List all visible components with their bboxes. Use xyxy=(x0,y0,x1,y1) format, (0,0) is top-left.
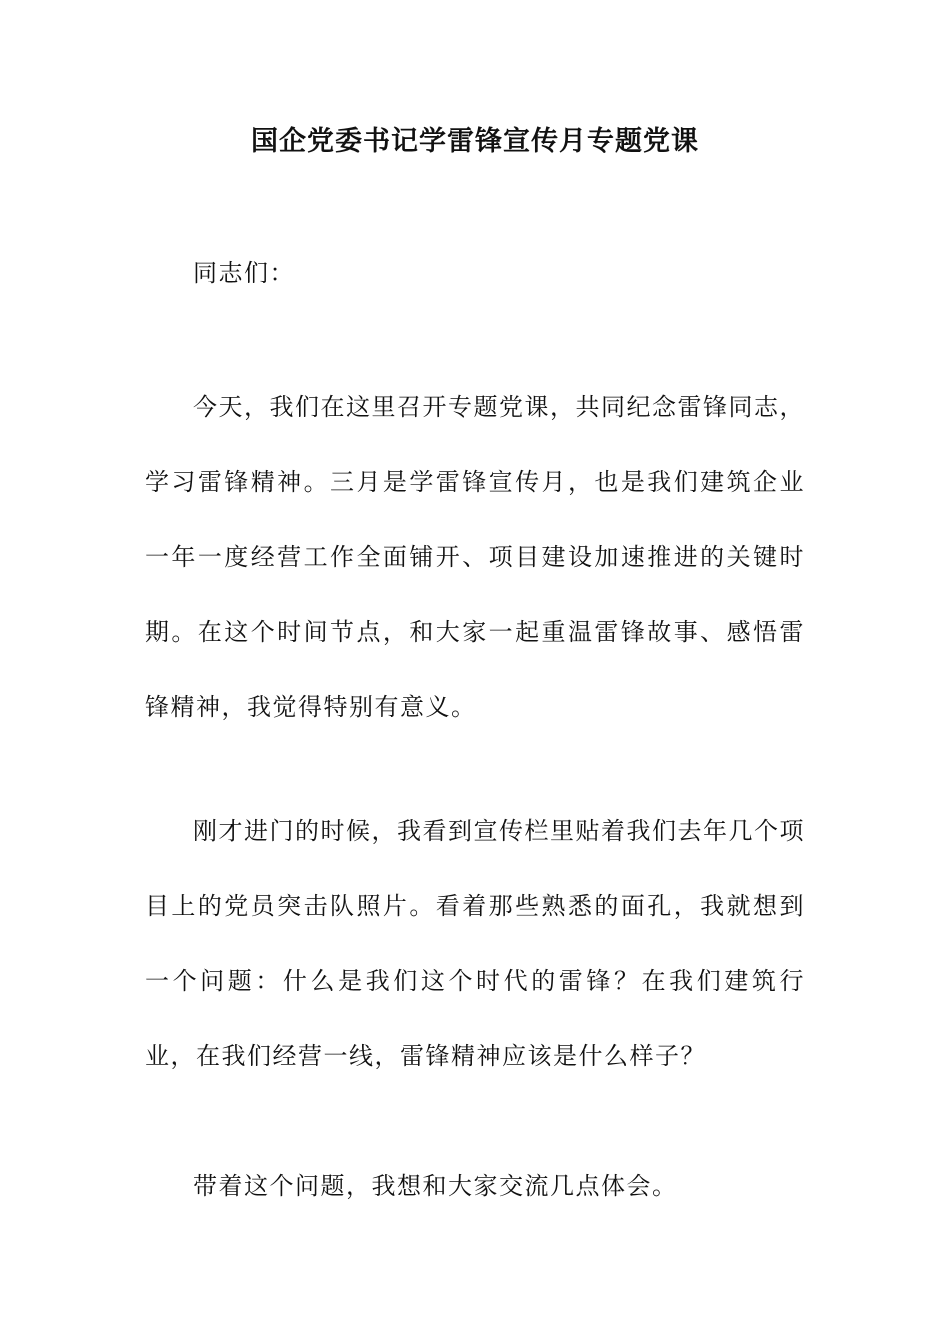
paragraph-greeting: 同志们： xyxy=(193,259,295,287)
document-title: 国企党委书记学雷锋宣传月专题党课 xyxy=(251,126,699,157)
paragraph-question: 刚才进门的时候，我看到宣传栏里贴着我们去年几个项目上的党员突击队照片。看着那些熟悉的面孔，我就想到一个问题：什么是我们这个时代的雷锋？在我们建筑行业，在我们经营一线，雷锋精神应该是什么样子？ xyxy=(145,817,805,1070)
paragraph-transition: 带着这个问题，我想和大家交流几点体会。 xyxy=(193,1172,678,1200)
paragraph-opening: 今天，我们在这里召开专题党课，共同纪念雷锋同志，学习雷锋精神。三月是学雷锋宣传月，也是我们建筑企业一年一度经营工作全面铺开、项目建设加速推进的关键时期。在这个时间节点，和大家一起重温雷锋故事、感悟雷锋精神，我觉得特别有意义。 xyxy=(145,393,805,721)
